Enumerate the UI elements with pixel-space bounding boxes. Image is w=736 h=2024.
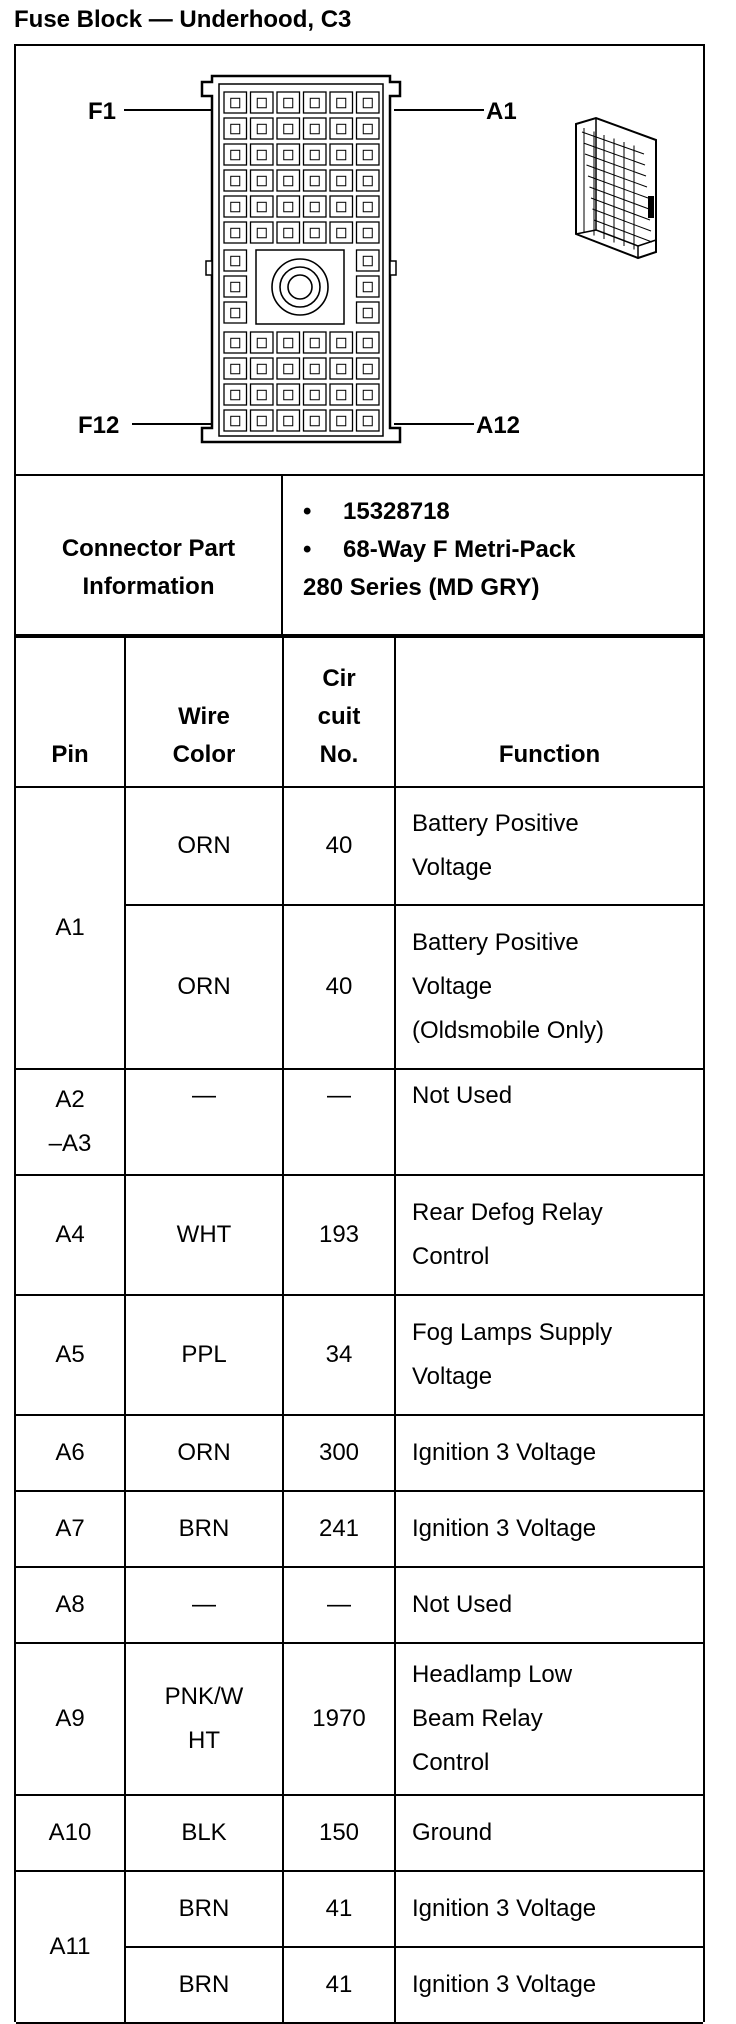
pin-cell: A11 (16, 1871, 125, 2023)
connector-face-drawing (16, 46, 703, 474)
wire-color-cell: — (125, 1069, 283, 1175)
connector-part-label (16, 476, 283, 634)
part-number: 15328718 (343, 498, 450, 525)
terminal-cavity (330, 332, 353, 353)
connector-diagram (16, 46, 703, 476)
header-function: Function (395, 637, 703, 787)
terminal-cavity (277, 358, 300, 379)
terminal-cavity (224, 276, 247, 297)
terminal-cavity (251, 170, 274, 191)
page-title: Fuse Block — Underhood, C3 (14, 6, 352, 33)
pin-cell: A1 (16, 787, 125, 1069)
terminal-cavity (277, 384, 300, 405)
header-pin: Pin (16, 637, 125, 787)
terminal-cavity (304, 222, 327, 243)
connector-series: 280 Series (MD GRY) (303, 574, 540, 601)
terminal-cavity (251, 118, 274, 139)
table-header-row (16, 637, 703, 787)
terminal-cavity (304, 196, 327, 217)
pin-cell: A8 (16, 1567, 125, 1643)
terminal-cavity (330, 170, 353, 191)
function-cell: Ground (395, 1795, 703, 1871)
function-cell: Ignition 3 Voltage (395, 1947, 703, 2023)
terminal-cavity (304, 384, 327, 405)
terminal-cavity (357, 302, 380, 323)
pin-cell: A9 (16, 1643, 125, 1795)
terminal-cavity (224, 222, 247, 243)
pin-cell: A10 (16, 1795, 125, 1871)
terminal-cavity (251, 384, 274, 405)
terminal-cavity (357, 276, 380, 297)
terminal-cavity (357, 384, 380, 405)
terminal-cavity (224, 332, 247, 353)
circuit-cell: 41 (283, 1871, 395, 1947)
wire-color-cell: BRN (125, 1491, 283, 1567)
terminal-cavity (277, 196, 300, 217)
terminal-cavity (224, 410, 247, 431)
terminal-cavity (357, 196, 380, 217)
terminal-cavity (330, 144, 353, 165)
connector-type: 68-Way F Metri-Pack (343, 536, 576, 563)
table-row (16, 1643, 703, 1795)
function-cell: Battery Positive Voltage (395, 787, 703, 905)
circuit-cell: — (283, 1069, 395, 1175)
terminal-cavity (277, 222, 300, 243)
wire-color-cell: BLK (125, 1795, 283, 1871)
table-row (16, 1567, 703, 1643)
terminal-cavity (304, 358, 327, 379)
terminal-cavity (330, 358, 353, 379)
wire-color-cell: ORN (125, 1415, 283, 1491)
terminal-cavity (224, 302, 247, 323)
terminal-cavity (330, 410, 353, 431)
circuit-cell: 241 (283, 1491, 395, 1567)
terminal-cavity (277, 118, 300, 139)
terminal-cavity (304, 92, 327, 113)
wire-color-cell: PNK/W HT (125, 1643, 283, 1795)
terminal-cavity (224, 250, 247, 271)
circuit-cell: 150 (283, 1795, 395, 1871)
terminal-cavity (357, 144, 380, 165)
pin-table (16, 636, 703, 2024)
wire-color-cell: — (125, 1567, 283, 1643)
terminal-cavity (251, 144, 274, 165)
function-cell: Battery Positive Voltage (Oldsmobile Only) (395, 905, 703, 1069)
label-a12: A12 (476, 412, 521, 439)
function-cell: Rear Defog Relay Control (395, 1175, 703, 1295)
connector-part-label-line1: Connector Part (61, 535, 236, 562)
function-cell: Ignition 3 Voltage (395, 1491, 703, 1567)
table-row (16, 1415, 703, 1491)
terminal-cavity (357, 332, 380, 353)
terminal-cavity (304, 410, 327, 431)
terminal-cavity (357, 118, 380, 139)
function-cell: Not Used (395, 1069, 703, 1175)
circuit-cell: 40 (283, 787, 395, 905)
wire-color-cell: BRN (125, 1871, 283, 1947)
terminal-cavity (304, 170, 327, 191)
terminal-cavity (224, 196, 247, 217)
connector-part-info-row (16, 476, 703, 636)
terminal-cavity (224, 118, 247, 139)
circuit-cell: 1970 (283, 1643, 395, 1795)
terminal-cavity (357, 92, 380, 113)
center-stud-housing (256, 250, 344, 324)
terminal-cavity (304, 332, 327, 353)
table-row (16, 1295, 703, 1415)
circuit-cell: — (283, 1567, 395, 1643)
terminal-cavity (357, 358, 380, 379)
connector-part-label-line2: Information (82, 573, 215, 600)
bullet-1: • (303, 498, 312, 525)
function-cell: Fog Lamps Supply Voltage (395, 1295, 703, 1415)
circuit-cell: 41 (283, 1947, 395, 2023)
wire-color-cell: WHT (125, 1175, 283, 1295)
terminal-cavity (330, 118, 353, 139)
table-row (16, 787, 703, 905)
table-row (16, 1795, 703, 1871)
terminal-cavity (357, 222, 380, 243)
terminal-cavity (277, 170, 300, 191)
connector-iso-icon (576, 118, 656, 258)
terminal-cavity (277, 332, 300, 353)
pin-cell: A4 (16, 1175, 125, 1295)
circuit-cell: 300 (283, 1415, 395, 1491)
terminal-cavity (304, 144, 327, 165)
function-cell: Ignition 3 Voltage (395, 1415, 703, 1491)
connector-table-frame (14, 44, 705, 2022)
bullet-2: • (303, 536, 312, 563)
terminal-cavity (224, 144, 247, 165)
terminal-cavity (251, 92, 274, 113)
label-f12: F12 (78, 412, 120, 439)
wire-color-cell: ORN (125, 905, 283, 1069)
pin-cell: A7 (16, 1491, 125, 1567)
table-row (16, 1491, 703, 1567)
header-wire-color: Wire Color (125, 637, 283, 787)
terminal-cavity (357, 250, 380, 271)
pin-cell: A5 (16, 1295, 125, 1415)
terminal-cavity (224, 384, 247, 405)
terminal-cavity (224, 170, 247, 191)
terminal-cavity (304, 118, 327, 139)
table-row (16, 1069, 703, 1175)
terminal-cavity (330, 222, 353, 243)
function-cell: Not Used (395, 1567, 703, 1643)
terminal-cavity (224, 92, 247, 113)
terminal-cavity (277, 144, 300, 165)
pin-cell: A6 (16, 1415, 125, 1491)
terminal-cavity (251, 358, 274, 379)
header-circuit-no: Cir cuit No. (283, 637, 395, 787)
terminal-cavity (330, 92, 353, 113)
terminal-cavity (277, 410, 300, 431)
label-f1: F1 (88, 98, 117, 125)
circuit-cell: 193 (283, 1175, 395, 1295)
terminal-cavity (224, 358, 247, 379)
label-a1: A1 (486, 98, 517, 125)
function-cell: Ignition 3 Voltage (395, 1871, 703, 1947)
connector-face (202, 76, 400, 442)
terminal-cavity (277, 92, 300, 113)
table-row (16, 1175, 703, 1295)
terminal-cavity (330, 384, 353, 405)
wire-color-cell: PPL (125, 1295, 283, 1415)
connector-part-details (285, 476, 703, 634)
wire-color-cell: BRN (125, 1947, 283, 2023)
circuit-cell: 34 (283, 1295, 395, 1415)
wire-color-cell: ORN (125, 787, 283, 905)
circuit-cell: 40 (283, 905, 395, 1069)
terminal-cavity (251, 222, 274, 243)
table-row (16, 1871, 703, 1947)
terminal-cavity (251, 410, 274, 431)
terminal-cavity (330, 196, 353, 217)
pin-cell: A2 –A3 (16, 1069, 125, 1175)
function-cell: Headlamp Low Beam Relay Control (395, 1643, 703, 1795)
terminal-cavity (251, 196, 274, 217)
terminal-cavity (251, 332, 274, 353)
terminal-cavity (357, 170, 380, 191)
terminal-cavity (357, 410, 380, 431)
